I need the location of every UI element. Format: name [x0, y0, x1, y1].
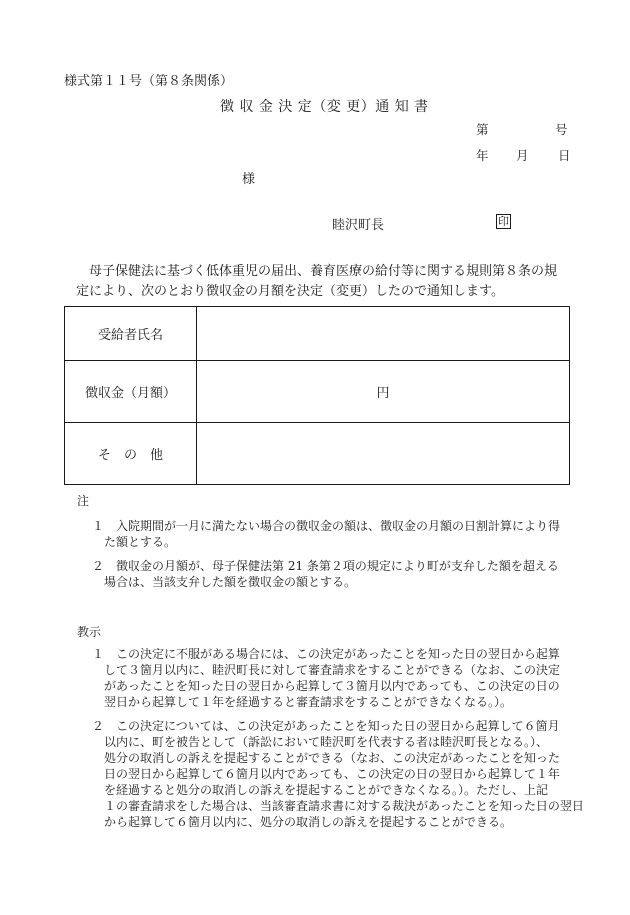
instruction-line: 翌日から起算して１年を経過すると審査請求をすることができなくなる。）。	[104, 695, 513, 709]
instruction-line: があったことを知った日の翌日から起算して３箇月以内であっても、この決定の日の	[104, 679, 560, 693]
issue-number-prefix: 第	[476, 122, 489, 137]
note-line: 場合は、当該支弁した額を徴収金の額とする。	[104, 575, 357, 589]
monthly-amount-value: 円	[197, 361, 570, 423]
note-item	[92, 518, 570, 550]
instruction-item	[92, 718, 584, 830]
instruction-line: から起算して６箇月以内に、処分の取消しの訴えを提起することができる。	[104, 815, 513, 829]
note-item	[92, 558, 570, 590]
instruction-line: １ この決定に不服がある場合には、この決定があったことを知った日の翌日から起算	[92, 647, 560, 661]
form-number: 様式第１１号（第８条関係）	[64, 74, 234, 89]
document-title: 徴 収 金 決 定（変 更）通 知 書	[220, 99, 429, 115]
note-line: た額とする。	[104, 535, 177, 549]
instruction-heading: 教示	[77, 625, 102, 639]
other-label: そ の 他	[65, 423, 197, 485]
date-year-label: 年	[476, 148, 489, 163]
seal-icon: 印	[498, 215, 509, 228]
instruction-line: ２ この決定については、この決定があったことを知った日の翌日から起算して６箇月	[92, 719, 560, 733]
instruction-line: 以内に、町を被告として（訴訟において睦沢町を代表する者は睦沢町長となる。）、	[104, 735, 549, 749]
issuer-name: 睦沢町長	[332, 218, 385, 233]
note-line: ２ 徴収金の月額が、母子保健法第 21 条第２項の規定により町が支弁した額を超える	[92, 559, 559, 573]
other-value	[197, 423, 570, 485]
recipient-name-value	[197, 307, 570, 361]
instruction-line: して３箇月以内に、睦沢町長に対して審査請求をすることができる（なお、この決定	[104, 663, 561, 677]
table-row	[65, 307, 570, 361]
intro-paragraph	[76, 262, 576, 302]
instruction-line: 処分の取消しの訴えを提起することができる（なお、この決定があったことを知った	[104, 751, 560, 765]
instruction-line: を経過すると処分の取消しの訴えを提起することができなくなる。）。ただし、上記	[104, 783, 549, 797]
addressee-suffix: 様	[242, 172, 256, 187]
instruction-line: １の審査請求をした場合は、当該審査請求書に対する裁決があったことを知った日の翌日	[104, 799, 584, 813]
table-row	[65, 361, 570, 423]
date-day-label: 日	[558, 148, 571, 163]
monthly-amount-label: 徴収金（月額）	[65, 361, 197, 423]
instruction-item	[92, 646, 572, 710]
instruction-line: 日の翌日から起算して６箇月以内であっても、この決定の日の翌日から起算して１年	[104, 767, 560, 781]
info-table	[64, 306, 570, 485]
recipient-name-label: 受給者氏名	[65, 307, 197, 361]
intro-line: 定により、次のとおり徴収金の月額を決定（変更）したので通知します。	[76, 284, 504, 299]
table-row	[65, 423, 570, 485]
intro-line: 母子保健法に基づく低体重児の届出、養育医療の給付等に関する規則第８条の規	[76, 264, 558, 279]
issue-number-suffix: 号	[555, 122, 568, 137]
note-line: １ 入院期間が一月に満たない場合の徴収金の額は、徴収金の月額の日割計算により得	[92, 519, 561, 533]
notes-heading: 注	[77, 494, 90, 508]
date-month-label: 月	[516, 148, 529, 163]
